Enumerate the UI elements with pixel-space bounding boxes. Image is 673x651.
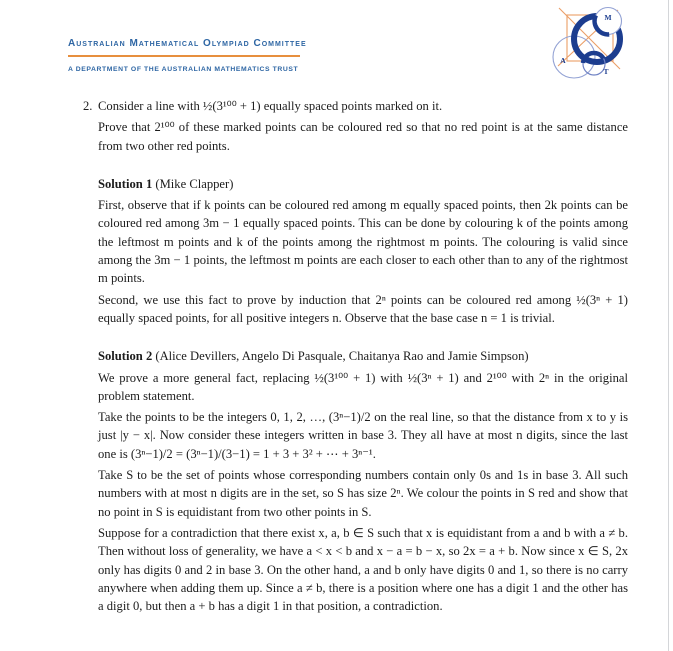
solution-1-attribution: (Mike Clapper)	[152, 176, 234, 191]
solution-2-heading	[98, 347, 628, 365]
amt-logo	[552, 4, 624, 84]
logo-label-a: A	[560, 56, 566, 65]
problem-statement-line-2: Prove that 2¹⁰⁰ of these marked points can be coloured red so that no red point is at the same distance from two other red points.	[98, 120, 628, 153]
org-subtitle: A DEPARTMENT OF THE AUSTRALIAN MATHEMATICS TRUST	[68, 66, 299, 73]
solution-1-paragraph-1: First, observe that if k points can be coloured red among m equally spaced points, then 2k points can be coloured red among 3m − 1 equally spaced points. This can be done by colouring k of the points among the leftmost m points and k of the points among the rightmost m points. The colouring is valid since among the 3m − 1 points, the leftmost m points are each closer to each other than to any of the rightmost m points.	[98, 198, 628, 286]
solution-1-section	[98, 175, 628, 327]
logo-label-m: M	[604, 13, 612, 22]
solution-2-section	[98, 347, 628, 615]
solution-2-paragraph-4: Suppose for a contradiction that there exist x, a, b ∈ S such that x is equidistant from a and b with a ≠ b. Then without loss of generality, we have a < x < b and x − a = b − x, so 2x = a + b. Now since x ∈ S, 2x only has digits 0 and 2 in base 3. On the other hand, a and b only have digits 0 and 1, so there is no carry anywhere when adding them up. Since a ≠ b, there is a position where one has a digit 1 and the other has a digit 0, but then a + b has a digit 1 in that position, a contradiction.	[98, 525, 628, 614]
solution-2-paragraph-1: We prove a more general fact, replacing ½(3¹⁰⁰ + 1) with ½(3ⁿ + 1) and 2¹⁰⁰ with 2ⁿ in the original problem statement.	[98, 370, 628, 403]
solution-2-attribution: (Alice Devillers, Angelo Di Pasquale, Chaitanya Rao and Jamie Simpson)	[152, 349, 529, 364]
logo-label-t: T	[603, 67, 609, 76]
page-edge-line	[668, 0, 669, 651]
problem-section	[83, 97, 628, 155]
problem-statement-line-1: Consider a line with ½(3¹⁰⁰ + 1) equally spaced points marked on it.	[98, 99, 443, 113]
solution-2-title: Solution 2	[98, 349, 153, 364]
org-title: Australian Mathematical Olympiad Committee	[68, 38, 307, 49]
solution-1-heading	[98, 175, 628, 193]
problem-number: 2.	[83, 99, 93, 113]
solution-2-paragraph-3: Take S to be the set of points whose corresponding numbers contain only 0s and 1s in base 3. All such numbers with at most n digits are in the set, so S has size 2ⁿ. We colour the points in S red and show that no point in S is equidistant from two other points in S.	[98, 468, 628, 519]
document-body	[83, 97, 628, 615]
header-rule	[68, 55, 300, 57]
solution-1-title: Solution 1	[98, 176, 153, 191]
solution-1-paragraph-2: Second, we use this fact to prove by induction that 2ⁿ points can be coloured red among ½(3ⁿ + 1) equally spaced points, for all positive integers n. Observe that the base case n = 1 is trivial.	[98, 292, 628, 325]
solution-2-paragraph-2: Take the points to be the integers 0, 1, 2, …, (3ⁿ−1)/2 on the real line, so that the distance from x to y is just |y − x|. Now consider these integers written in base 3. They all have at most n digits, since the last one is (3ⁿ−1)/2 = (3ⁿ−1)/(3−1) = 1 + 3 + 3² + ⋯ + 3ⁿ⁻¹.	[98, 410, 628, 461]
